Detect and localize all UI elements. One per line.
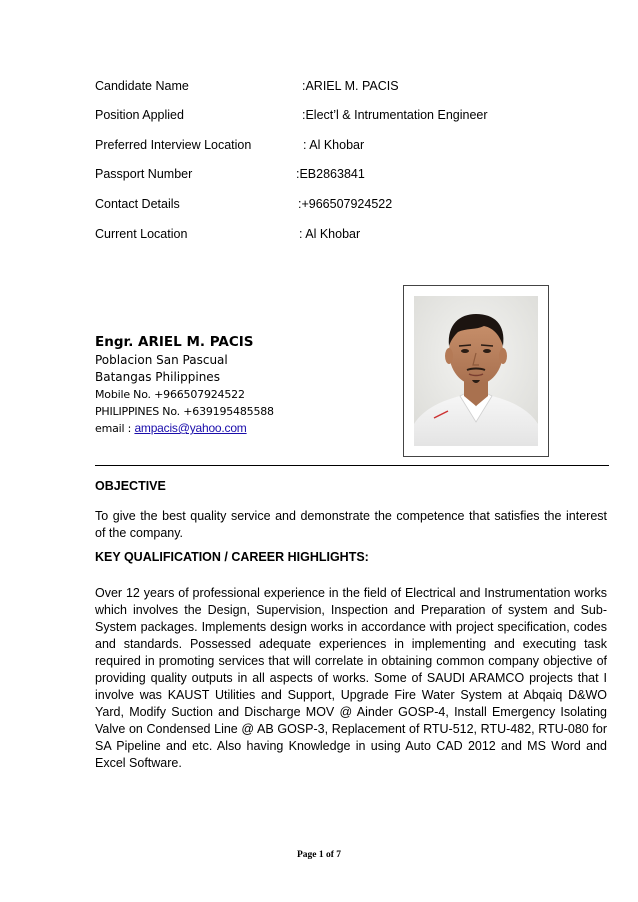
mobile-number: Mobile No. +966507924522 xyxy=(95,388,245,401)
info-value: :Elect’l & Intrumentation Engineer xyxy=(302,108,488,122)
philippines-number: PHILIPPINES No. +639195485588 xyxy=(95,405,274,418)
section-divider xyxy=(95,465,609,466)
candidate-photo-frame xyxy=(403,285,549,457)
address-line-1: Poblacion San Pascual xyxy=(95,353,228,367)
info-value: : Al Khobar xyxy=(299,227,361,241)
candidate-photo xyxy=(414,296,538,446)
info-value: :ARIEL M. PACIS xyxy=(302,79,399,93)
info-label: Contact Details xyxy=(95,197,180,211)
info-value: :EB2863841 xyxy=(296,167,365,181)
email-link[interactable]: ampacis@yahoo.com xyxy=(134,421,247,435)
objective-text: To give the best quality service and demonstrate the competence that satisfies the interest of the company. xyxy=(95,509,607,540)
qualification-heading: KEY QUALIFICATION / CAREER HIGHLIGHTS: xyxy=(95,550,369,564)
address-line-2: Batangas Philippines xyxy=(95,370,220,384)
info-value: :+966507924522 xyxy=(298,197,393,211)
objective-heading: OBJECTIVE xyxy=(95,479,166,493)
info-label: Position Applied xyxy=(95,108,184,122)
info-label: Preferred Interview Location xyxy=(95,138,252,152)
info-value: : Al Khobar xyxy=(303,138,365,152)
contact-name: Engr. ARIEL M. PACIS xyxy=(95,334,254,350)
contact-block xyxy=(95,332,274,437)
email-label: email : xyxy=(95,422,135,435)
info-label: Current Location xyxy=(95,227,188,241)
info-label: Candidate Name xyxy=(95,79,189,93)
qualification-text: Over 12 years of professional experience in the field of Electrical and Instrumentation works which involves the Design, Supervision, Inspection and Preparation of system and Sub-System packages. Implements design works in accordance with project specification, codes and standards. Possessed adequate experiences in implementing and executing task required in promoting services that will correlate in obtaining common company objective of providing quality outputs in all aspects of works. Some of SAUDI ARAMCO projects that I involve was KAUST Utilities and Support, Upgrade Fire Water System at Abqaiq D&WO Yard, Modify Suction and Discharge MOV @ Ainder GOSP-4, Install Emergency Isolating Valve on Condensed Line @ AB GOSP-3, Replacement of RTU-512, RTU-482, RTU-080 for SA Pipeline and etc. Also having Knowledge in using Auto CAD 2012 and MS Word and Excel Software. xyxy=(95,586,607,770)
info-label: Passport Number xyxy=(95,167,193,181)
email-line xyxy=(95,420,274,437)
page-number: Page 1 of 7 xyxy=(296,850,342,860)
